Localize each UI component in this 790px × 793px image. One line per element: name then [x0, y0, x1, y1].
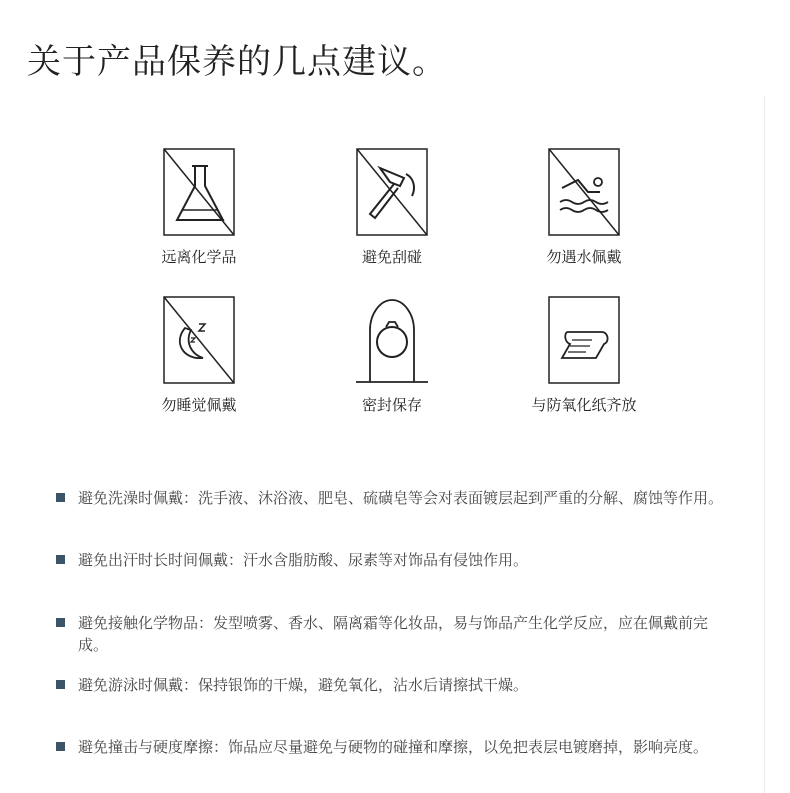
page-title: 关于产品保养的几点建议。	[27, 42, 447, 82]
swimmer-prohibited-icon	[548, 148, 620, 236]
divider	[764, 96, 765, 793]
icon-label: 密封保存	[361, 396, 422, 414]
care-tip-no-chemicals	[114, 148, 284, 267]
list-item	[56, 736, 736, 758]
ring-sealed-bag-icon	[356, 296, 428, 384]
note-text: 避免接触化学物品：发型喷雾、香水、隔离霜等化妆品，易与饰品产生化学反应，应在佩戴前完成。	[78, 614, 709, 654]
note-text: 避免游泳时佩戴：保持银饰的干燥，避免氧化，沾水后请擦拭干燥。	[78, 676, 529, 694]
icon-label: 避免刮碰	[361, 248, 422, 266]
flask-prohibited-icon	[163, 148, 235, 236]
care-tip-avoid-scratch	[307, 148, 477, 267]
note-text: 避免洗澡时佩戴：洗手液、沐浴液、肥皂、硫磺皂等会对表面镀层起到严重的分解、腐蚀等作用。	[78, 489, 724, 507]
care-tip-no-water	[499, 148, 669, 267]
care-tip-anti-oxidation-paper	[499, 296, 669, 415]
care-tip-no-sleep	[114, 296, 284, 415]
list-item	[56, 612, 736, 656]
list-item	[56, 674, 736, 696]
bullet-square-icon	[56, 618, 65, 627]
sleep-moon-prohibited-icon	[163, 296, 235, 384]
icon-label: 勿遇水佩戴	[546, 248, 622, 266]
list-item	[56, 549, 736, 571]
icon-label: 勿睡觉佩戴	[161, 396, 237, 414]
icon-label: 远离化学品	[161, 248, 237, 266]
bullet-square-icon	[56, 742, 65, 751]
paper-scroll-icon	[548, 296, 620, 384]
bullet-square-icon	[56, 555, 65, 564]
note-text: 避免撞击与硬度摩擦：饰品应尽量避免与硬物的碰撞和摩擦，以免把表层电镀磨掉，影响亮度。	[78, 738, 709, 756]
hammer-prohibited-icon	[356, 148, 428, 236]
bullet-square-icon	[56, 680, 65, 689]
care-tip-seal-storage	[307, 296, 477, 415]
list-item	[56, 487, 736, 509]
note-text: 避免出汗时长时间佩戴：汗水含脂肪酸、尿素等对饰品有侵蚀作用。	[78, 551, 529, 569]
icon-label: 与防氧化纸齐放	[531, 396, 637, 414]
bullet-square-icon	[56, 493, 65, 502]
